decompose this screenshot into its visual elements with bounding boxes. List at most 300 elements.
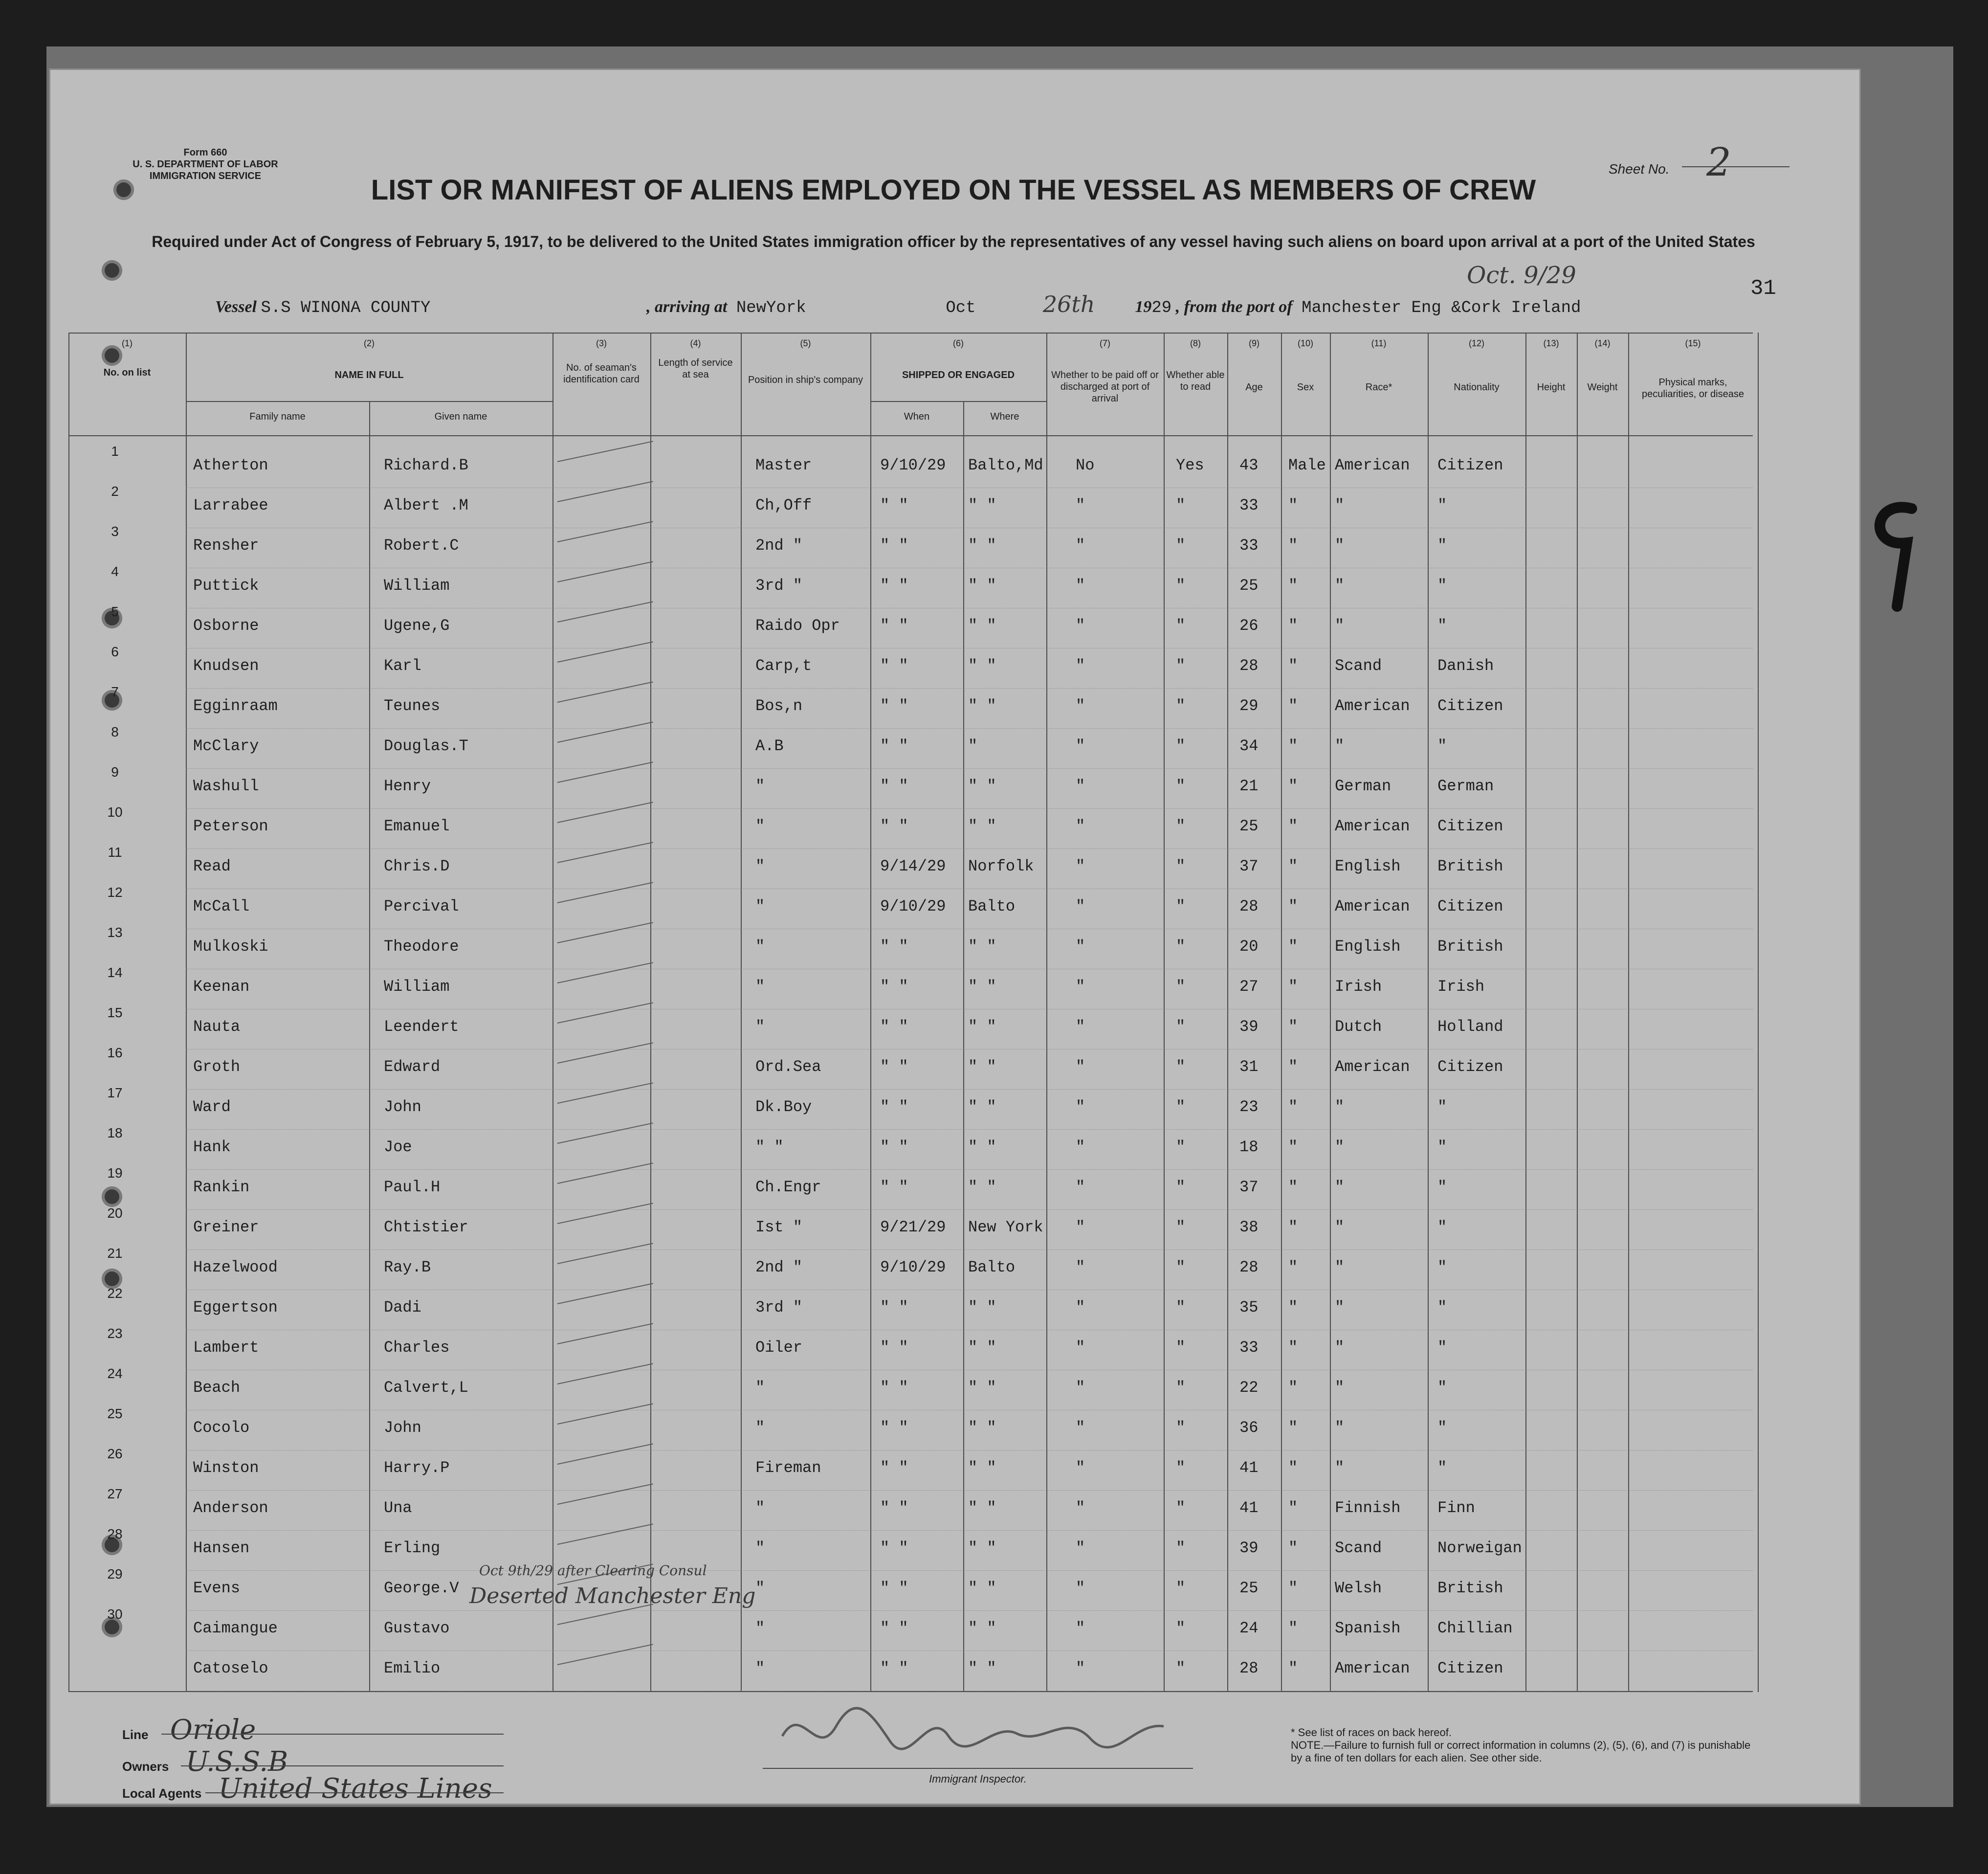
nationality: " [1437, 1419, 1447, 1437]
shipped-when: " " [880, 1098, 908, 1116]
sex: " [1288, 978, 1298, 996]
race: Dutch [1335, 1018, 1382, 1036]
able-to-read: " [1176, 737, 1186, 755]
family-name: Puttick [193, 577, 259, 595]
race: " [1335, 1459, 1345, 1477]
shipped-where: " " [968, 496, 996, 514]
family-name: McClary [193, 737, 259, 755]
race: German [1335, 777, 1392, 795]
row-rule [186, 1249, 1753, 1250]
sex: " [1288, 1178, 1298, 1196]
family-name: Mulkoski [193, 937, 268, 956]
agents-label: Local Agents [122, 1786, 202, 1801]
row-number: 24 [107, 1366, 123, 1381]
footer-line [122, 1714, 256, 1746]
row-number: 12 [107, 885, 123, 900]
race: American [1335, 897, 1410, 915]
race: " [1335, 536, 1345, 555]
row-number: 3 [111, 524, 119, 539]
shipped-when: " " [880, 536, 908, 555]
shipped-where: " " [968, 1459, 996, 1477]
owners-value: U.S.S.B [185, 1746, 288, 1778]
head-weight: Weight [1587, 382, 1618, 393]
position: Bos,n [755, 697, 803, 715]
row-number: 7 [111, 684, 119, 699]
position: 2nd " [755, 1258, 803, 1276]
head-family-name: Family name [249, 411, 306, 422]
table-row [68, 1606, 1753, 1654]
given-name: John [384, 1098, 421, 1116]
table-row [68, 644, 1753, 692]
given-name: Gustavo [384, 1619, 450, 1637]
family-name: Eggertson [193, 1298, 278, 1316]
from-port: Manchester Eng &Cork Ireland [1302, 299, 1581, 317]
nationality: " [1437, 1298, 1447, 1316]
table-row [68, 1526, 1753, 1574]
row-rule [186, 1129, 1753, 1130]
family-name: Peterson [193, 817, 268, 835]
shipped-where: " " [968, 1058, 996, 1076]
given-name: Douglas.T [384, 737, 468, 755]
shipped-when: " " [880, 1339, 908, 1357]
vessel-line [215, 291, 1581, 317]
head-id-card: No. of seaman's identification card [563, 362, 640, 385]
shipped-where: " " [968, 1098, 996, 1116]
able-to-read: " [1176, 817, 1186, 835]
manifest-table [68, 333, 1753, 1692]
family-name: Anderson [193, 1499, 268, 1517]
able-to-read: " [1176, 1419, 1186, 1437]
margin-mark-nine [1853, 489, 1941, 616]
nationality: Holland [1437, 1018, 1503, 1036]
age: 29 [1239, 697, 1259, 715]
race: " [1335, 1339, 1345, 1357]
row-number: 23 [107, 1326, 123, 1341]
colnum-13: (13) [1543, 338, 1559, 348]
shipped-when: " " [880, 1619, 908, 1637]
position: " [755, 937, 765, 956]
age: 28 [1239, 1659, 1259, 1677]
shipped-where: " " [968, 617, 996, 635]
table-row [68, 845, 1753, 892]
from-label: , from the port of [1175, 298, 1293, 316]
race: " [1335, 577, 1345, 595]
family-name: Hank [193, 1138, 231, 1156]
able-to-read: " [1176, 536, 1186, 555]
position: " [755, 1419, 765, 1437]
family-name: Atherton [193, 456, 268, 474]
agents-underline [205, 1792, 504, 1793]
age: 28 [1239, 1258, 1259, 1276]
shipped-where: " " [968, 697, 996, 715]
row-number: 29 [107, 1566, 123, 1582]
paid-off: " [1076, 536, 1085, 555]
table-top-border [68, 333, 1753, 334]
shipped-where: " " [968, 978, 996, 996]
able-to-read: " [1176, 1339, 1186, 1357]
able-to-read: " [1176, 657, 1186, 675]
given-name: Theodore [384, 937, 459, 956]
sex: " [1288, 1018, 1298, 1036]
row-number: 14 [107, 965, 123, 980]
shipped-where: " [968, 737, 978, 755]
nationality: Citizen [1437, 1659, 1503, 1677]
sex: " [1288, 1659, 1298, 1677]
owners-underline [181, 1765, 504, 1766]
given-name: Robert.C [384, 536, 459, 555]
paid-off: " [1076, 978, 1085, 996]
nationality: " [1437, 1258, 1447, 1276]
paid-off: " [1076, 897, 1085, 915]
head-length-service: Length of service at sea [658, 357, 733, 380]
age: 33 [1239, 496, 1259, 514]
sex: " [1288, 1298, 1298, 1316]
colnum-14: (14) [1594, 338, 1611, 348]
shipped-where: " " [968, 1419, 996, 1437]
colnum-8: (8) [1190, 338, 1201, 348]
table-row [68, 1446, 1753, 1494]
position: " [755, 1659, 765, 1677]
nationality: Finn [1437, 1499, 1475, 1517]
shipped-where: Balto,Md [968, 456, 1043, 474]
shipped-where: " " [968, 657, 996, 675]
family-name: Ward [193, 1098, 231, 1116]
colnum-2: (2) [364, 338, 375, 348]
position: Oiler [755, 1339, 803, 1357]
shipped-where: " " [968, 1619, 996, 1637]
row-rule [186, 1169, 1753, 1170]
table-row [68, 1205, 1753, 1253]
race: American [1335, 817, 1410, 835]
race: English [1335, 857, 1401, 875]
row-rule [186, 808, 1753, 809]
department: U. S. DEPARTMENT OF LABOR [133, 159, 278, 170]
sex: " [1288, 1339, 1298, 1357]
shipped-when: " " [880, 1419, 908, 1437]
family-name: Hansen [193, 1539, 250, 1557]
row-number: 8 [111, 724, 119, 739]
shipped-where: " " [968, 1379, 996, 1397]
desertion-note-2: Deserted Manchester Eng [469, 1584, 756, 1608]
arrival-port: NewYork [736, 299, 806, 317]
position: 2nd " [755, 536, 803, 555]
sex: " [1288, 817, 1298, 835]
race: " [1335, 1178, 1345, 1196]
position: " " [755, 1138, 784, 1156]
sex: " [1288, 697, 1298, 715]
paid-off: " [1076, 1138, 1085, 1156]
head-given-name: Given name [434, 411, 487, 422]
shipped-when: " " [880, 1459, 908, 1477]
colnum-5: (5) [800, 338, 811, 348]
able-to-read: " [1176, 1379, 1186, 1397]
age: 18 [1239, 1138, 1259, 1156]
race: " [1335, 496, 1345, 514]
table-row [68, 1246, 1753, 1294]
shipped-when: " " [880, 737, 908, 755]
age: 20 [1239, 937, 1259, 956]
row-number: 1 [111, 444, 119, 459]
vessel-label: Vessel [215, 298, 257, 316]
shipped-where: " " [968, 937, 996, 956]
age: 37 [1239, 1178, 1259, 1196]
row-number: 21 [107, 1246, 123, 1261]
given-name: Charles [384, 1339, 450, 1357]
shipped-when: " " [880, 1379, 908, 1397]
given-name: Teunes [384, 697, 441, 715]
given-name: Leendert [384, 1018, 459, 1036]
shipped-when: " " [880, 817, 908, 835]
paid-off: " [1076, 1058, 1085, 1076]
row-number: 9 [111, 764, 119, 780]
given-name: Harry.P [384, 1459, 450, 1477]
race: " [1335, 1419, 1345, 1437]
row-number: 17 [107, 1085, 123, 1100]
family-name: Catoselo [193, 1659, 268, 1677]
able-to-read: " [1176, 1499, 1186, 1517]
row-number: 10 [107, 804, 123, 820]
given-name: Albert .M [384, 496, 468, 514]
given-name: Richard.B [384, 456, 468, 474]
able-to-read: " [1176, 1579, 1186, 1597]
paid-off: " [1076, 1178, 1085, 1196]
nationality: " [1437, 1138, 1447, 1156]
family-name: Hazelwood [193, 1258, 278, 1276]
shipped-where: " " [968, 1499, 996, 1517]
table-row [68, 684, 1753, 732]
race: Spanish [1335, 1619, 1401, 1637]
paid-off: " [1076, 857, 1085, 875]
shipped-when: " " [880, 1018, 908, 1036]
age: 24 [1239, 1619, 1259, 1637]
nationality: Danish [1437, 657, 1494, 675]
shipped-when: " " [880, 496, 908, 514]
paid-off: " [1076, 1459, 1085, 1477]
table-row [68, 1366, 1753, 1414]
table-row [68, 1486, 1753, 1534]
head-paid-off: Whether to be paid off or discharged at port of arrival [1051, 370, 1159, 404]
paid-off: " [1076, 1619, 1085, 1637]
table-row [68, 965, 1753, 1013]
table-row [68, 1326, 1753, 1374]
nationality: Citizen [1437, 697, 1503, 715]
page-mark: 31 [1750, 276, 1776, 301]
sex: " [1288, 1619, 1298, 1637]
nationality: " [1437, 496, 1447, 514]
table-row [68, 564, 1753, 612]
owners-label: Owners [122, 1759, 169, 1774]
arrival-day: 26th [1042, 291, 1095, 317]
shipped-where: Balto [968, 1258, 1016, 1276]
sex: " [1288, 496, 1298, 514]
colnum-4: (4) [690, 338, 701, 348]
table-row [68, 1005, 1753, 1053]
shipped-when: " " [880, 657, 908, 675]
able-to-read: " [1176, 1258, 1186, 1276]
able-to-read: " [1176, 1138, 1186, 1156]
able-to-read: " [1176, 1058, 1186, 1076]
family-name: Nauta [193, 1018, 241, 1036]
age: 34 [1239, 737, 1259, 755]
paid-off: " [1076, 1539, 1085, 1557]
age: 35 [1239, 1298, 1259, 1316]
paid-off: " [1076, 496, 1085, 514]
race: English [1335, 937, 1401, 956]
race: American [1335, 1659, 1410, 1677]
able-to-read: " [1176, 577, 1186, 595]
shipped-when: " " [880, 1298, 908, 1316]
sex: Male [1288, 456, 1326, 474]
table-row [68, 1406, 1753, 1454]
able-to-read: " [1176, 897, 1186, 915]
shipped-where: Balto [968, 897, 1016, 915]
position: " [755, 1499, 765, 1517]
given-name: John [384, 1419, 421, 1437]
able-to-read: " [1176, 1619, 1186, 1637]
colnum-9: (9) [1249, 338, 1259, 348]
race: Finnish [1335, 1499, 1401, 1517]
family-name: Winston [193, 1459, 259, 1477]
able-to-read: Yes [1176, 456, 1204, 474]
row-number: 19 [107, 1165, 123, 1181]
header-bottom-border [68, 435, 1753, 436]
table-row [68, 444, 1753, 491]
position: " [755, 978, 765, 996]
nationality: British [1437, 1579, 1503, 1597]
family-name: Cocolo [193, 1419, 250, 1437]
head-sex: Sex [1297, 382, 1314, 393]
family-name: McCall [193, 897, 250, 915]
given-name: Edward [384, 1058, 441, 1076]
family-name: Caimangue [193, 1619, 278, 1637]
sex: " [1288, 777, 1298, 795]
shipped-when: " " [880, 1499, 908, 1517]
nationality: " [1437, 1178, 1447, 1196]
nationality: Citizen [1437, 897, 1503, 915]
table-row [68, 524, 1753, 572]
shipped-subheader-line [870, 401, 1046, 402]
nationality: " [1437, 1379, 1447, 1397]
position: " [755, 1018, 765, 1036]
sex: " [1288, 1419, 1298, 1437]
arrival-year: 29 [1151, 299, 1172, 317]
given-name: William [384, 978, 450, 996]
paid-off: " [1076, 737, 1085, 755]
age: 21 [1239, 777, 1259, 795]
paid-off: " [1076, 777, 1085, 795]
arriving-label: , arriving at [646, 298, 728, 316]
head-position: Position in ship's company [748, 375, 863, 385]
row-number: 30 [107, 1606, 123, 1622]
given-name: William [384, 577, 450, 595]
age: 36 [1239, 1419, 1259, 1437]
paid-off: " [1076, 1018, 1085, 1036]
row-number: 4 [111, 564, 119, 579]
vessel-name: S.S WINONA COUNTY [261, 299, 431, 317]
age: 43 [1239, 456, 1259, 474]
colnum-7: (7) [1100, 338, 1110, 348]
row-number: 22 [107, 1286, 123, 1301]
shipped-where: " " [968, 817, 996, 835]
shipped-when: " " [880, 697, 908, 715]
sex: " [1288, 536, 1298, 555]
paid-off: " [1076, 1258, 1085, 1276]
row-number: 28 [107, 1526, 123, 1541]
nationality: Chillian [1437, 1619, 1513, 1637]
row-rule [186, 768, 1753, 769]
head-able-read: Whether able to read [1166, 370, 1225, 392]
shipped-where: Norfolk [968, 857, 1034, 875]
shipped-where: " " [968, 1339, 996, 1357]
table-row [68, 1655, 1753, 1695]
sex: " [1288, 577, 1298, 595]
position: Dk.Boy [755, 1098, 812, 1116]
shipped-when: 9/10/29 [880, 456, 946, 474]
family-name: Evens [193, 1579, 241, 1597]
row-rule [186, 1570, 1753, 1571]
paid-off: " [1076, 1379, 1085, 1397]
position: " [755, 1379, 765, 1397]
shipped-when: " " [880, 1579, 908, 1597]
given-name: Joe [384, 1138, 412, 1156]
age: 33 [1239, 1339, 1259, 1357]
nationality: " [1437, 1098, 1447, 1116]
able-to-read: " [1176, 1659, 1186, 1677]
race: " [1335, 1258, 1345, 1276]
row-rule [186, 1530, 1753, 1531]
given-name: Emanuel [384, 817, 450, 835]
punch-hole [102, 260, 122, 281]
position: " [755, 777, 765, 795]
paid-off: " [1076, 817, 1085, 835]
age: 38 [1239, 1218, 1259, 1236]
nationality: " [1437, 1218, 1447, 1236]
able-to-read: " [1176, 496, 1186, 514]
row-number: 26 [107, 1446, 123, 1461]
line-value: Oriole [170, 1714, 256, 1746]
position: Fireman [755, 1459, 821, 1477]
service: IMMIGRATION SERVICE [149, 171, 262, 181]
race: " [1335, 1379, 1345, 1397]
head-when: When [904, 411, 930, 422]
race: American [1335, 697, 1410, 715]
table-row [68, 804, 1753, 852]
sex: " [1288, 857, 1298, 875]
head-height: Height [1537, 382, 1566, 393]
shipped-where: " " [968, 577, 996, 595]
nationality: Citizen [1437, 1058, 1503, 1076]
able-to-read: " [1176, 617, 1186, 635]
footer-agents [122, 1773, 492, 1805]
shipped-where: " " [968, 1659, 996, 1677]
shipped-when: " " [880, 1178, 908, 1196]
footer-notes [1291, 1726, 1760, 1764]
family-name: Greiner [193, 1218, 259, 1236]
age: 28 [1239, 657, 1259, 675]
row-rule [186, 1209, 1753, 1210]
agents-value: United States Lines [218, 1773, 492, 1805]
row-rule [186, 848, 1753, 849]
table-row [68, 1085, 1753, 1133]
position: 3rd " [755, 1298, 803, 1316]
head-where: Where [990, 411, 1019, 422]
race: " [1335, 1218, 1345, 1236]
position: " [755, 857, 765, 875]
given-name: Chtistier [384, 1218, 468, 1236]
head-marks: Physical marks, peculiarities, or disease [1642, 377, 1744, 400]
sex: " [1288, 737, 1298, 755]
able-to-read: " [1176, 978, 1186, 996]
